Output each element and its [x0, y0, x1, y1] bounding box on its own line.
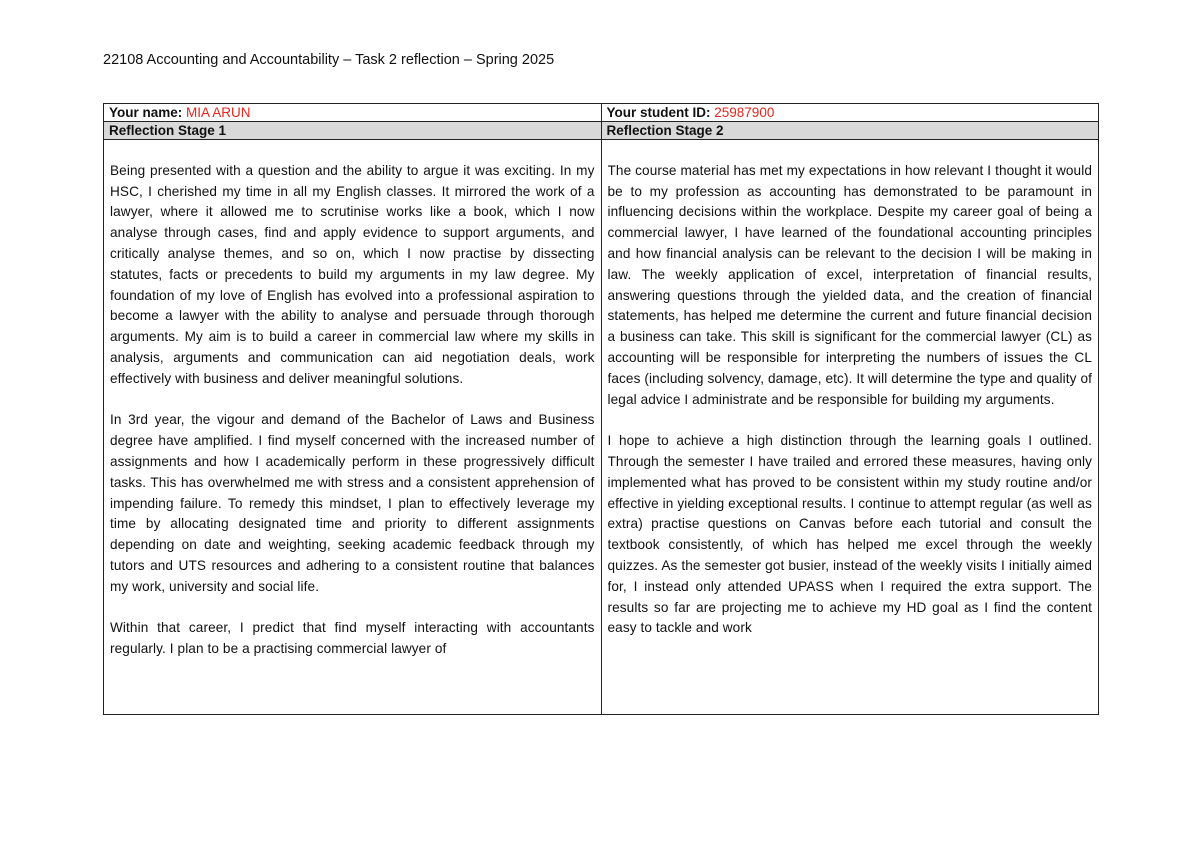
student-id-value: 25987900 [714, 105, 775, 120]
student-id-cell [601, 104, 1099, 122]
stage-2-body [601, 140, 1099, 715]
stage-1-paragraph: In 3rd year, the vigour and demand of the Bachelor of Laws and Business degree have amplified. I find myself concerned with the increased number of assignments and how I academically perform in these progressively difficult tasks. This has overwhelmed me with stress and a consistent apprehension of impending failure. To remedy this mindset, I plan to effectively leverage my time by allocating designated time and priority to different assignments depending on date and weighting, seeking academic feedback through my tutors and UTS resources and adhering to a consistent routine that balances my work, university and social life. [110, 412, 595, 594]
name-label: Your name: [109, 105, 183, 120]
name-value: MIA ARUN [186, 105, 251, 120]
stage-2-heading: Reflection Stage 2 [601, 122, 1099, 140]
info-row [104, 104, 1099, 122]
reflection-body-row [104, 140, 1099, 715]
stage-1-paragraph: Within that career, I predict that find myself interacting with accountants regularly. I plan to be a practising commercial lawyer of [110, 620, 595, 657]
student-name-cell [104, 104, 602, 122]
stage-heading-row [104, 122, 1099, 140]
stage-1-body [104, 140, 602, 715]
stage-1-paragraph: Being presented with a question and the ability to argue it was exciting. In my HSC, I cherished my time in all my English classes. It mirrored the work of a lawyer, where it allowed me to scrutinise works like a book, which I now analyse through cases, find and apply evidence to support arguments, and critically analyse themes, and so on, which I now practise by dissecting statutes, facts or precedents to build my arguments in my law degree. My foundation of my love of English has evolved into a professional aspiration to become a lawyer with the ability to analyse and persuade through thorough arguments. My aim is to build a career in commercial law where my skills in analysis, arguments and communication can aid negotiation deals, work effectively with business and deliver meaningful solutions. [110, 162, 595, 386]
stage-2-paragraph: I hope to achieve a high distinction through the learning goals I outlined. Through the semester I have trailed and errored these measures, having only implemented what has proved to be consistent within my study routine and/or effective in yielding exceptional results. I continue to attempt regular (as well as extra) practise questions on Canvas before each tutorial and consult the textbook consistently, of which has helped me excel through the weekly quizzes. As the semester got busier, instead of the weekly visits I initially aimed for, I instead only attended UPASS when I required the extra support. The results so far are projecting me to achieve my HD goal as I find the content easy to tackle and work [607, 433, 1092, 636]
stage-1-heading: Reflection Stage 1 [104, 122, 602, 140]
student-id-label: Your student ID: [606, 105, 711, 120]
reflection-table [103, 103, 1099, 715]
stage-2-paragraph: The course material has met my expectations in how relevant I thought it would be to my profession as accounting has demonstrated to be paramount in influencing decisions within the workplace. Despite my career goal of being a commercial lawyer, I have learned of the foundational accounting principles and how financial analysis can be relevant to the decision I will be making in law. The weekly application of excel, interpretation of financial results, answering questions through the yielded data, and the creation of financial statements, has helped me determine the current and future financial decision a business can take. This skill is significant for the commercial lawyer (CL) as accounting will be responsible for interpreting the numbers of issues the CL faces (including solvency, damage, etc). It will determine the type and quality of legal advice I administrate and be responsible for building my arguments. [607, 162, 1092, 407]
document-header: 22108 Accounting and Accountability – Task 2 reflection – Spring 2025 [103, 52, 555, 68]
